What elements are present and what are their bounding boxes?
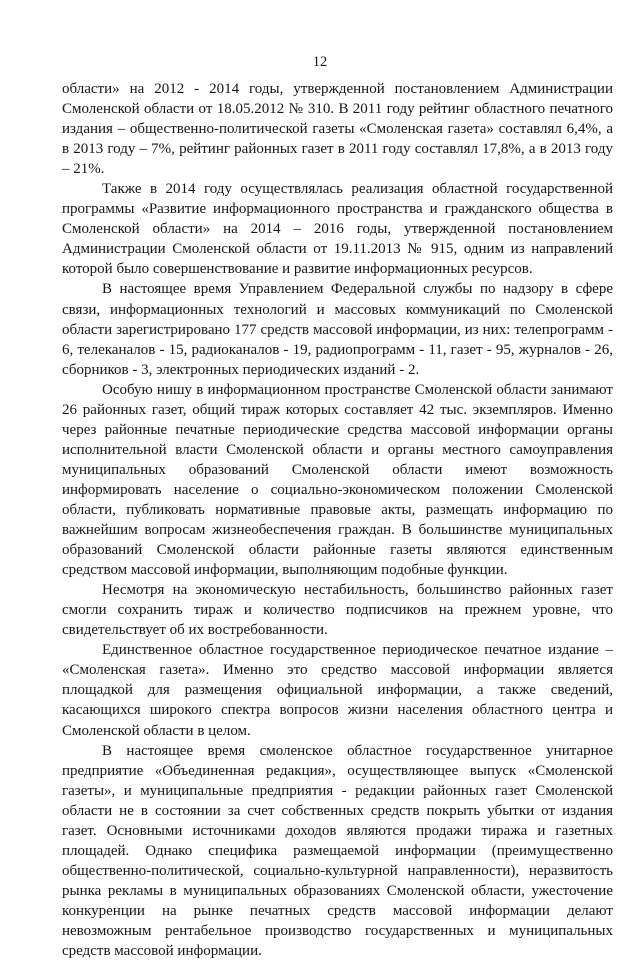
paragraph: Несмотря на экономическую нестабильность, большинство районных газет смогли сохранить тираж и количество подписчиков на прежнем уровне, что свидетельствует об их востребованности. <box>62 582 613 639</box>
paragraph: В настоящее время Управлением Федеральной службы по надзору в сфере связи, информационных технологий и массовых коммуникаций по Смоленской области зарегистрировано 177 средств массовой информации, из них: телепрограмм - 6, телеканалов - 15, радиоканалов - 19, радиопрограмм - 11, газет - 95, журналов - 26, сборников - 3, электронных периодических изданий - 2. <box>62 281 613 378</box>
paragraph: В настоящее время смоленское областное государственное унитарное предприятие «Объединенная редакция», осуществляющее выпуск «Смоленской газеты», и муниципальные предприятия - редакции районных газет Смоленской области не в состоянии за счет собственных средств покрыть убытки от издания газет. Основными источниками доходов являются продажи тиража и газетных площадей. Однако специфика размещаемой информации (преимущественно общественно-политической, социально-культурной направленности), неразвитость рынка рекламы в муниципальных образованиях Смоленской области, ужесточение конкуренции на рынке печатных средств массовой информации делают невозможным рентабельное производство государственных и муниципальных средств массовой информации. <box>62 742 613 960</box>
document-body <box>62 79 613 961</box>
paragraph-continuation: области» на 2012 - 2014 годы, утвержденной постановлением Администрации Смоленской области от 18.05.2012 № 310. В 2011 году рейтинг областного печатного издания – общественно-политической газеты «Смоленская газета» составлял 6,4%, а в 2013 году – 7%, рейтинг районных газет в 2011 году составлял 17,8%, а в 2013 году – 21%. <box>62 81 613 178</box>
paragraph: Особую нишу в информационном пространстве Смоленской области занимают 26 районных газет, общий тираж которых составляет 42 тыс. экземпляров. Именно через районные печатные периодические средства массовой информации органы исполнительной власти Смоленской области и органы местного самоуправления муниципальных образований Смоленской области имеют возможность информировать население о социально-экономическом положении Смоленской области, публиковать нормативные правовые акты, размещать информацию по важнейшим вопросам жизнеобеспечения граждан. В большинстве муниципальных образований Смоленской области районные газеты являются единственным средством массовой информации, выполняющим подобные функции. <box>62 381 613 579</box>
paragraph: Единственное областное государственное периодическое печатное издание – «Смоленская газета». Именно это средство массовой информации является площадкой для размещения официальной информации, а также сведений, касающихся широкого спектра вопросов жизни населения областного центра и Смоленской области в целом. <box>62 642 613 739</box>
paragraph: Также в 2014 году осуществлялась реализация областной государственной программы «Развитие информационного пространства и гражданского общества в Смоленской области» на 2014 – 2016 годы, утвержденной постановлением Администрации Смоленской области от 19.11.2013 № 915, одним из направлений которой было совершенствование и развитие информационных ресурсов. <box>62 181 613 278</box>
page-number: 12 <box>312 54 328 70</box>
